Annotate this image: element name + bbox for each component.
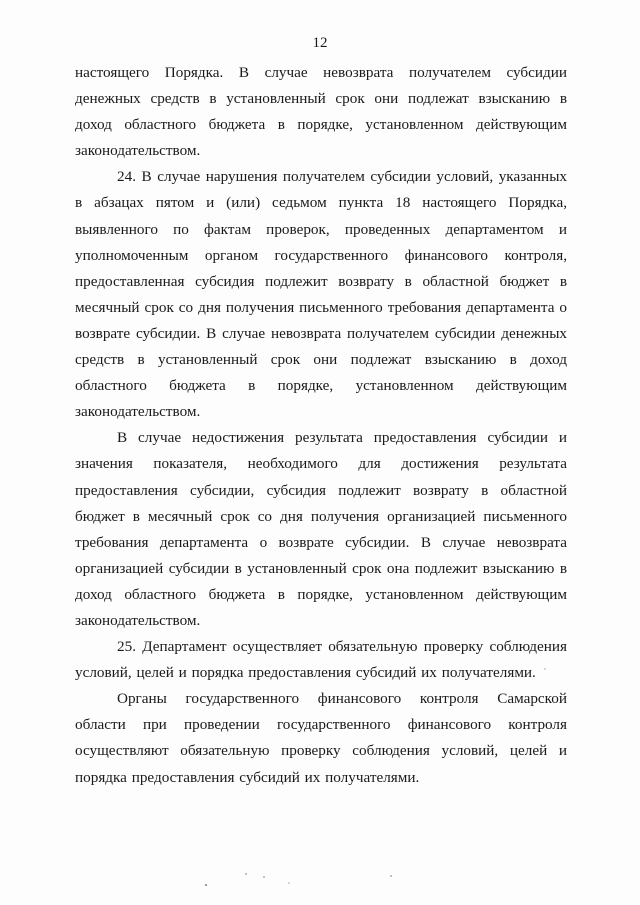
scan-speck bbox=[263, 876, 264, 877]
scan-speck bbox=[205, 884, 207, 886]
paragraph-continuation: настоящего Порядка. В случае невозврата получателем субсидии денежных средств в установленный срок они подлежат взысканию в доход областного бюджета в порядке, установленном действующим законодательством. bbox=[75, 64, 567, 160]
document-body bbox=[75, 60, 567, 791]
scan-speck bbox=[390, 875, 391, 876]
page-number: 12 bbox=[312, 35, 328, 51]
paragraph-financial-control: Органы государственного финансового контроля Самарской области при проведении государственного финансового контроля осуществляют обязательную проверку соблюдения условий, целей и порядка предоставления субсидий их получателями. bbox=[75, 690, 567, 786]
paragraph-clause-25: 25. Департамент осуществляет обязательную проверку соблюдения условий, целей и порядка предоставления субсидий их получателями. bbox=[75, 638, 567, 682]
scan-speck bbox=[245, 873, 246, 874]
paragraph-result-not-achieved: В случае недостижения результата предоставления субсидии и значения показателя, необходимого для достижения результата предоставления субсидии, субсидия подлежит возврату в областной бюджет в месячный срок со дня получения организацией письменного требования департамента о возврате субсидии. В случае невозврата организацией субсидии в установленный срок она подлежит взысканию в доход областного бюджета в порядке, установленном действующим законодательством. bbox=[75, 429, 567, 629]
paragraph-clause-24: 24. В случае нарушения получателем субсидии условий, указанных в абзацах пятом и (или) седьмом пункта 18 настоящего Порядка, выявленного по фактам проверок, проведенных департаментом и уполномоченным органом государственного финансового контроля, предоставленная субсидия подлежит возврату в областной бюджет в месячный срок со дня получения письменного требования департамента о возврате субсидии. В случае невозврата получателем субсидии денежных средств в установленный срок они подлежат взысканию в доход областного бюджета в порядке, установленном действующим законодательством. bbox=[75, 168, 567, 421]
scan-speck bbox=[288, 882, 289, 883]
